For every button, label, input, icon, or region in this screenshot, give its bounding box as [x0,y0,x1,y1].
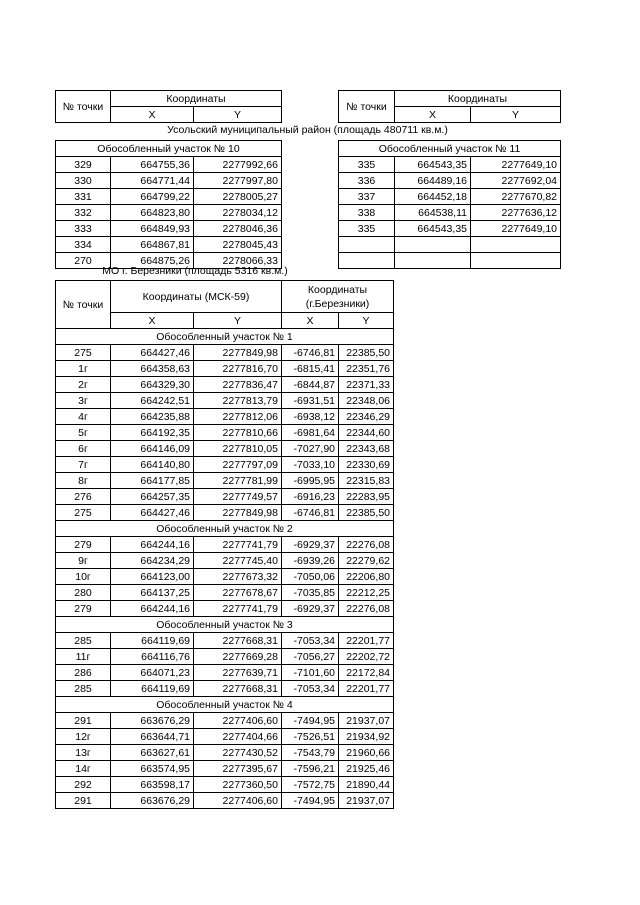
table-row [56,713,394,729]
y-local-coordinate: 22330,69 [339,457,394,473]
y-coordinate: 2278066,33 [194,253,282,269]
point-number: 3г [56,393,111,409]
y-coordinate: 2277430,52 [194,745,282,761]
y-local-coordinate: 21925,46 [339,761,394,777]
y-coordinate: 2277406,60 [194,793,282,809]
y-coordinate: 2278046,36 [194,221,282,237]
y-local-coordinate: 22276,08 [339,537,394,553]
table-row [56,345,394,361]
x-coordinate: 664329,30 [111,377,194,393]
table-row [339,173,561,189]
section-title-row [56,521,394,537]
table-row [56,409,394,425]
x-coordinate: 664242,51 [111,393,194,409]
point-number: 8г [56,473,111,489]
x-local-coordinate: -7033,10 [282,457,339,473]
x-coordinate: 664177,85 [111,473,194,489]
district-caption: Усольский муниципальный район (площадь 480711 кв.м.) [167,124,448,136]
x-coordinate: 664119,69 [111,681,194,697]
y-coordinate: 2277849,98 [194,345,282,361]
right-top-header-table [338,90,561,123]
x-local-coordinate: -6939,26 [282,553,339,569]
section-title-row [56,697,394,713]
x-local-coordinate: -7526,51 [282,729,339,745]
x-local-coordinate: -6746,81 [282,345,339,361]
y-header: Y [194,107,282,123]
point-number: 11г [56,649,111,665]
y-header: Y [471,107,561,123]
x-local-coordinate: -7053,34 [282,681,339,697]
x-coordinate: 664799,22 [111,189,194,205]
point-number: 4г [56,409,111,425]
x-local-coordinate: -7035,85 [282,585,339,601]
y-local-coordinate: 21890,44 [339,777,394,793]
table-row [56,505,394,521]
y-coordinate: 2278005,27 [194,189,282,205]
point-number: 337 [339,189,395,205]
y-coordinate: 2277997,80 [194,173,282,189]
point-number: 329 [56,157,111,173]
x-coordinate: 664244,16 [111,601,194,617]
y-coordinate: 2277781,99 [194,473,282,489]
point-number: 331 [56,189,111,205]
x-coordinate: 664543,35 [395,221,471,237]
x-header: X [395,107,471,123]
table-row [56,777,394,793]
y-coordinate: 2277668,31 [194,681,282,697]
point-number: 336 [339,173,395,189]
y-coordinate: 2277813,79 [194,393,282,409]
table-row [56,585,394,601]
table-row [56,569,394,585]
y-local-coordinate: 21960,66 [339,745,394,761]
point-number: 279 [56,537,111,553]
point-number: 7г [56,457,111,473]
point-number: 279 [56,601,111,617]
section-title: Обособленный участок № 10 [56,141,282,157]
x-coordinate: 664771,44 [111,173,194,189]
table-row [56,649,394,665]
y-coordinate: 2277668,31 [194,633,282,649]
y-coordinate: 2277670,82 [471,189,561,205]
table-row [56,761,394,777]
point-number: 338 [339,205,395,221]
x-coordinate: 664234,29 [111,553,194,569]
local-coordinates-header: Координаты (г.Березники) [282,281,394,313]
table-row [56,601,394,617]
y-coordinate: 2277395,67 [194,761,282,777]
x-coordinate: 664192,35 [111,425,194,441]
x-local-coordinate: -7101,60 [282,665,339,681]
table-row [56,681,394,697]
x-local-coordinate: -6916,23 [282,489,339,505]
table-row [56,237,282,253]
y-coordinate: 2277745,40 [194,553,282,569]
section-title: Обособленный участок № 1 [56,329,394,345]
point-number: 2г [56,377,111,393]
x-header: X [111,107,194,123]
table-row [56,633,394,649]
y-coordinate: 2277649,10 [471,221,561,237]
point-number: 286 [56,665,111,681]
empty-cell [395,253,471,269]
table-row [56,393,394,409]
point-number: 285 [56,633,111,649]
y-header: Y [194,313,282,329]
section-title: Обособленный участок № 3 [56,617,394,633]
y-coordinate: 2277836,47 [194,377,282,393]
x-local-coordinate: -6929,37 [282,537,339,553]
y-coordinate: 2277404,66 [194,729,282,745]
empty-cell [339,237,395,253]
empty-row [339,237,561,253]
point-number: 9г [56,553,111,569]
y-local-header: Y [339,313,394,329]
section-10-table [55,140,282,269]
x-coordinate: 664538,11 [395,205,471,221]
table-row [56,441,394,457]
point-number: 275 [56,505,111,521]
point-number: 12г [56,729,111,745]
x-local-coordinate: -6815,41 [282,361,339,377]
table-row [56,745,394,761]
msk59-coordinates-header: Координаты (МСК-59) [111,281,282,313]
point-number: 270 [56,253,111,269]
berezniki-caption: МО г. Березники (площадь 5316 кв.м.) [102,265,288,277]
point-number: 333 [56,221,111,237]
point-number: 334 [56,237,111,253]
x-coordinate: 664244,16 [111,537,194,553]
x-local-coordinate: -7494,95 [282,793,339,809]
y-local-coordinate: 22371,33 [339,377,394,393]
table-row [339,221,561,237]
x-coordinate: 664071,23 [111,665,194,681]
y-local-coordinate: 21937,07 [339,793,394,809]
y-local-coordinate: 22206,80 [339,569,394,585]
point-number: 291 [56,713,111,729]
section-title: Обособленный участок № 4 [56,697,394,713]
x-coordinate: 663676,29 [111,713,194,729]
table-row [339,157,561,173]
y-coordinate: 2277678,67 [194,585,282,601]
x-coordinate: 663598,17 [111,777,194,793]
table-row [56,377,394,393]
table-row [56,205,282,221]
y-coordinate: 2277816,70 [194,361,282,377]
y-local-coordinate: 22201,77 [339,681,394,697]
x-coordinate: 664755,36 [111,157,194,173]
section-title: Обособленный участок № 2 [56,521,394,537]
x-coordinate: 664123,00 [111,569,194,585]
empty-cell [471,253,561,269]
x-local-coordinate: -6995,95 [282,473,339,489]
section-title-row [56,617,394,633]
point-number: 14г [56,761,111,777]
x-coordinate: 664427,46 [111,345,194,361]
x-coordinate: 664823,80 [111,205,194,221]
y-coordinate: 2277849,98 [194,505,282,521]
x-local-coordinate: -6981,64 [282,425,339,441]
point-number: 275 [56,345,111,361]
y-local-coordinate: 22385,50 [339,505,394,521]
x-local-coordinate: -6931,51 [282,393,339,409]
y-coordinate: 2277797,09 [194,457,282,473]
table-row [56,489,394,505]
point-number: 335 [339,157,395,173]
x-coordinate: 664452,18 [395,189,471,205]
y-local-coordinate: 22202,72 [339,649,394,665]
x-coordinate: 663574,95 [111,761,194,777]
y-coordinate: 2277360,50 [194,777,282,793]
table-row [56,665,394,681]
y-coordinate: 2278045,43 [194,237,282,253]
x-coordinate: 663627,61 [111,745,194,761]
x-local-header: X [282,313,339,329]
empty-cell [395,237,471,253]
y-local-coordinate: 22344,60 [339,425,394,441]
table-row [56,157,282,173]
table-row [56,173,282,189]
x-local-coordinate: -6938,12 [282,409,339,425]
point-number: 330 [56,173,111,189]
empty-cell [471,237,561,253]
point-number: 335 [339,221,395,237]
point-number-header: № точки [56,91,111,123]
x-coordinate: 664140,80 [111,457,194,473]
x-coordinate: 663644,71 [111,729,194,745]
y-local-coordinate: 22283,95 [339,489,394,505]
point-number: 5г [56,425,111,441]
x-coordinate: 664137,25 [111,585,194,601]
table-row [56,793,394,809]
table-row [56,537,394,553]
x-local-coordinate: -6929,37 [282,601,339,617]
empty-row [339,253,561,269]
y-coordinate: 2277810,05 [194,441,282,457]
y-local-coordinate: 21934,92 [339,729,394,745]
left-top-header-table [55,90,282,123]
y-local-coordinate: 21937,07 [339,713,394,729]
table-row [56,457,394,473]
table-row [56,361,394,377]
x-coordinate: 664867,81 [111,237,194,253]
y-coordinate: 2277669,28 [194,649,282,665]
x-coordinate: 664875,26 [111,253,194,269]
table-row [56,189,282,205]
y-coordinate: 2278034,12 [194,205,282,221]
y-local-coordinate: 22348,06 [339,393,394,409]
point-number: 332 [56,205,111,221]
x-local-coordinate: -7027,90 [282,441,339,457]
y-local-coordinate: 22172,84 [339,665,394,681]
y-coordinate: 2277692,04 [471,173,561,189]
table-row [56,221,282,237]
x-local-coordinate: -6844,87 [282,377,339,393]
coordinates-header: Координаты [395,91,561,107]
y-local-coordinate: 22385,50 [339,345,394,361]
section-11-table [338,140,561,269]
point-number: 13г [56,745,111,761]
table-row [56,553,394,569]
point-number: 285 [56,681,111,697]
section-title-row [56,329,394,345]
x-local-coordinate: -7494,95 [282,713,339,729]
point-number-header: № точки [339,91,395,123]
point-number: 10г [56,569,111,585]
y-coordinate: 2277741,79 [194,601,282,617]
x-coordinate: 664358,63 [111,361,194,377]
y-coordinate: 2277749,57 [194,489,282,505]
y-coordinate: 2277673,32 [194,569,282,585]
x-coordinate: 664235,88 [111,409,194,425]
point-number: 292 [56,777,111,793]
y-coordinate: 2277639,71 [194,665,282,681]
y-local-coordinate: 22212,25 [339,585,394,601]
x-local-coordinate: -7053,34 [282,633,339,649]
y-local-coordinate: 22351,76 [339,361,394,377]
table-row [339,205,561,221]
y-local-coordinate: 22315,83 [339,473,394,489]
y-coordinate: 2277810,66 [194,425,282,441]
x-coordinate: 664427,46 [111,505,194,521]
x-coordinate: 664116,76 [111,649,194,665]
y-local-coordinate: 22201,77 [339,633,394,649]
x-header: X [111,313,194,329]
x-local-coordinate: -7050,06 [282,569,339,585]
y-coordinate: 2277636,12 [471,205,561,221]
x-local-coordinate: -6746,81 [282,505,339,521]
point-number: 280 [56,585,111,601]
y-coordinate: 2277812,06 [194,409,282,425]
y-coordinate: 2277992,66 [194,157,282,173]
y-local-coordinate: 22346,29 [339,409,394,425]
point-number-header: № точки [56,281,111,329]
x-local-coordinate: -7056,27 [282,649,339,665]
y-local-coordinate: 22279,62 [339,553,394,569]
point-number: 1г [56,361,111,377]
y-coordinate: 2277649,10 [471,157,561,173]
table-row [56,729,394,745]
x-local-coordinate: -7543,79 [282,745,339,761]
y-coordinate: 2277406,60 [194,713,282,729]
point-number: 291 [56,793,111,809]
point-number: 6г [56,441,111,457]
y-local-coordinate: 22343,68 [339,441,394,457]
empty-cell [339,253,395,269]
table-row [56,473,394,489]
x-coordinate: 664489,16 [395,173,471,189]
table-row [339,189,561,205]
y-local-coordinate: 22276,08 [339,601,394,617]
x-coordinate: 663676,29 [111,793,194,809]
section-title: Обособленный участок № 11 [339,141,561,157]
x-local-coordinate: -7596,21 [282,761,339,777]
y-coordinate: 2277741,79 [194,537,282,553]
x-coordinate: 664119,69 [111,633,194,649]
berezniki-coordinates-table [55,280,394,809]
x-coordinate: 664257,35 [111,489,194,505]
x-coordinate: 664849,93 [111,221,194,237]
table-row [56,425,394,441]
x-coordinate: 664543,35 [395,157,471,173]
x-local-coordinate: -7572,75 [282,777,339,793]
coordinates-header: Координаты [111,91,282,107]
point-number: 276 [56,489,111,505]
x-coordinate: 664146,09 [111,441,194,457]
